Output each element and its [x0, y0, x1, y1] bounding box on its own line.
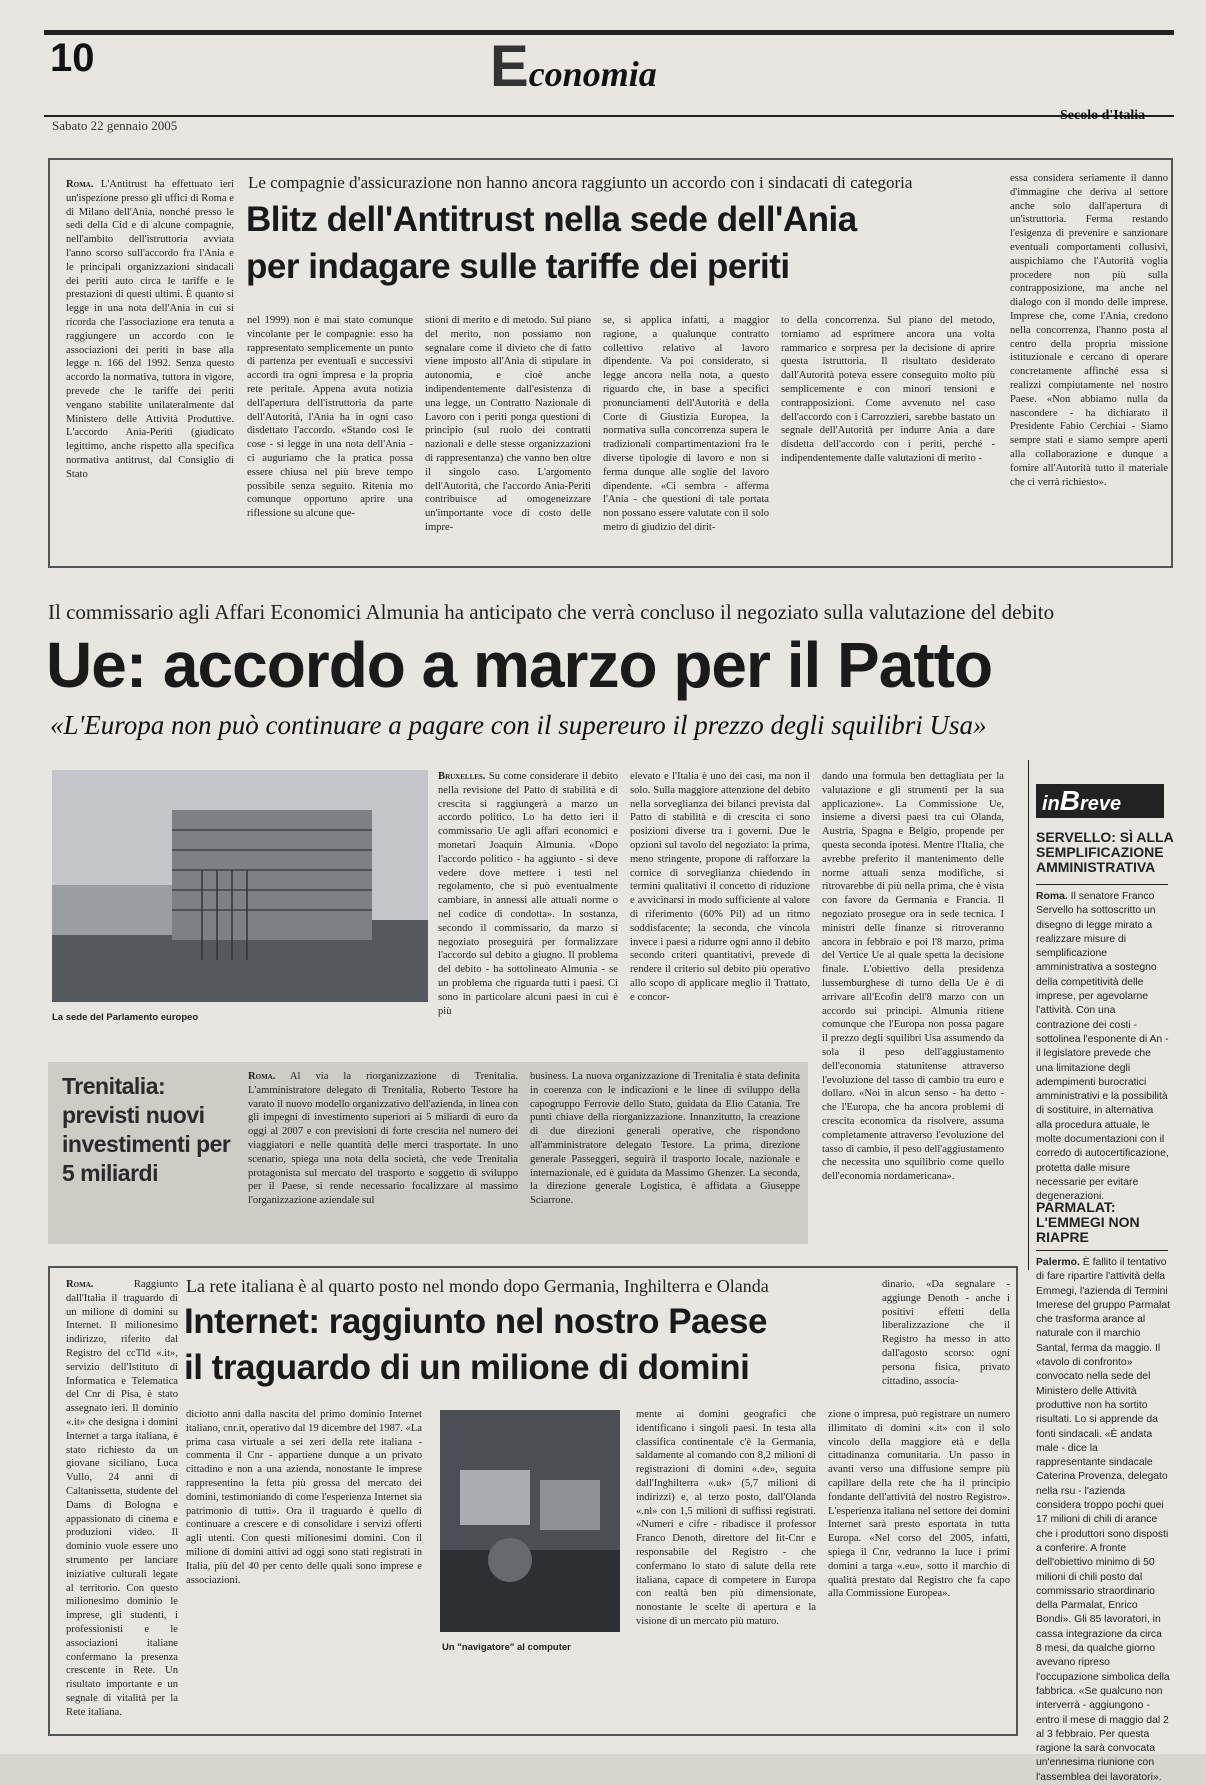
inbreve-item-2-text: Palermo. È fallito il tentativo di fare ripartire l'attività della Emmegi, l'azienda di Termini Imerese del gruppo Parmalat che trasforma arance al naturale con il marchio Santal, ferma da maggio. Il «tavolo di confronto» convocato nella sede del Ministero delle Attività produttive non ha sortito risultati. Lo si apprende da fonti sindacali. «È andata male - dice la rappresentante sindacale Caterina Provenza, delegato nella rsu - l'azienda considera troppo pochi quei 17 milioni di chili di arance che i produttori sono disposti a conferire. A fronte dell'obiettivo minimo di 50 milioni di chili posto dal commissario straordinario della Parmalat, Enrico Bondi». Gli 85 lavoratori, in cassa integrazione da circa 8 mesi, da qualche giorno avevano ripreso l'occupazione simbolica della fabbrica. «Se qualcuno non interverrà - aggiungono - entro il mese di maggio dal 2 al 3 febbraio. Per questa ragione la sarà convocata un'ennesima riunione con l'assemblea dei lavoratori». [1036, 1257, 1170, 1783]
section-rest: conomia [528, 54, 657, 94]
header-top-rule [44, 30, 1174, 35]
section-title [490, 34, 657, 102]
antitrust-headline-2: per indagare sulle tariffe dei periti [246, 247, 790, 286]
inbreve-item-2-rule [1036, 1250, 1168, 1251]
inbreve-divider [1028, 760, 1029, 1270]
internet-col-4: dinario. «Da segnalare - aggiunge Denoth - anche i positivi effetti della liberalizzazione che il Registro ha messo in atto dall'agosto scorso: ogni persona fisica, privato cittadino, associa- [882, 1279, 1010, 1387]
internet-intro: Roma. Raggiunto dall'Italia il traguardo di un milione di domini su Internet. Il milionesimo indirizzo, riferito dal Registro del ccTld «.it», servizio dell'Istituto di Informatica e Telematica del Cnr di Pisa, è stato assegnato ieri. Il dominio «.it» che designa i domini Internet a targa italiana, è stato richiesto da un giovane siciliano, Luca Vullo, 24 anni di Caltanissetta, studente del Dams di Bologna e appassionato di cinema e produzioni video. Il dominio vuole essere uno strumento per lanciare iniziative culturali legate al territorio. Con questo milionesimo dominio le imprese, gli studenti, i professionisti e le associazioni italiane confermano la presenza crescente in Rete. Un risultato importante e un segnale di vitalità per la Rete italiana. [66, 1279, 178, 1718]
parliament-building-illustration [52, 770, 428, 1002]
antitrust-headline-1: Blitz dell'Antitrust nella sede dell'Ania [246, 200, 857, 239]
inbreve-item-1-text: Roma. Il senatore Franco Servello ha sottoscritto un disegno di legge mirato a realizzare misure di semplificazione amministrativa a sostegno della competitività delle imprese, per agevolarne l'attività. Con una contrazione dei costi - sottolinea l'esponente di An - il legislatore prevede che una limitazione degli adempimenti burocratici amministrativi e la possibilità di sostituire, in alternativa alla procedura attuale, le molte documentazioni con il corredo di autocertificazione, protetta dalle misure necessarie per evitare degenerazioni. [1036, 891, 1169, 1203]
inbreve-item-1-rule [1036, 884, 1168, 885]
issue-date: Sabato 22 gennaio 2005 [52, 118, 178, 133]
page-number: 10 [50, 36, 95, 80]
section-initial: E [490, 34, 529, 99]
antitrust-col-3: se, si applica infatti, a maggior ragione, a qualunque contratto collettivo relativo al lavoro dipendente. Va poi considerato, si legge ancora nella nota, a questo riguardo che, in base a specifici pronunciamenti dell'Autorità e della Corte di Giustizia Europea, la normativa sulla concorrenza supera le tradizionali compartimentazioni fra le diverse tipologie di lavoro e non si ferma dunque alle soglie del lavoro dipendente. «Ci sembra - afferma l'Ania - che questioni di tale portata non possano essere valutate con il solo metro di giudizio del dirit- [603, 315, 769, 533]
computer-user-illustration [440, 1410, 620, 1632]
internet-headline-2: il traguardo di un milione di domini [184, 1348, 750, 1387]
internet-col-2: mente ai domini geografici che identificano i singoli paesi. In testa alla classifica continentale c'è la Germania, saldamente al comando con 8,2 milioni di registrazioni di domini «.de», seguita dall'Inghilterra «.uk» (5,7 milioni di indirizzi) e, al terzo posto, dall'Olanda «.nl» con 1,5 milioni di suffissi registrati. «Numeri e cifre - ribadisce il professor Franco Denoth, direttore del Iit-Cnr e responsabile del Registro - che confermano lo stato di salute della rete italiana, capace di competere in Europa con realtà ben più dimensionate, nonostante le scelte di apertura e la visione di un mercato più maturo. [636, 1409, 816, 1627]
antitrust-intro: Roma. L'Antitrust ha effettuato ieri un'ispezione presso gli uffici di Roma e di Milano dell'Ania, nonché presso le sedi della Cid e di alcune compagnie, nell'ambito dell'istruttoria avviata l'anno scorso sull'accordo fra l'Ania e le principali organizzazioni sindacali dei periti auto circa le tariffe e le prestazioni di questi ultimi. È quanto si legge in una nota dell'Ania in cui si ricorda che l'associazione era tenuta a raggiungere un accordo con le associazioni dei periti in base alla legge n. 166 del 1992. Senza questo accordo la normativa, tuttora in vigore, prevede che le tariffe dei periti vengano stabilite unilateralmente dal Ministero delle Attività Produttive. L'accordo Ania-Periti (giudicato legittimo, anche rispetto alla specifica normativa antitrust, dal Consiglio di Stato [66, 179, 234, 480]
parliament-photo-caption: La sede del Parlamento europeo [52, 1012, 199, 1023]
patto-col-1: Bruxelles. Su come considerare il debito nella revisione del Patto di stabilità e di crescita si raggiungerà a marzo un accordo politico. Lo ha detto ieri il commissario Ue agli affari economici e monetari Joaquin Almunia. «Dopo l'accordo politico - ha aggiunto - si deve vedere dove mettere i testi nel regolamento, che si può eventualmente cambiare, in annessi alle attuali norme o nel codice di condotta». In sostanza, secondo il commissario, da marzo si negoziato proseguirà per formalizzare l'accordo sul debito a giugno. Il problema del debito - ha sottolineato Almunia - se un problema che riguarda tutti i paesi. Ci sono in particolare alcuni paesi in cui è più [438, 771, 618, 1017]
trenitalia-col-2: business. La nuova organizzazione di Trenitalia è stata definita in coerenza con le indicazioni e le linee di sviluppo della capogruppo Ferrovie dello Stato, guidata da Elio Catania. Tre punti chiave della riorganizzazione. Innanzitutto, la creazione di due direzioni generali operative, che rispondono all'amministratore delegato Testore. La prima, direzione generale Passeggeri, seguirà il trasporto locale, nazionale e internazionale, ed è guidata da Massimo Ghenzer. La seconda, la direzione generale Logistica, è affidata a Giuseppe Sciarrone. [530, 1071, 800, 1207]
trenitalia-headline: Trenitalia: previsti nuovi investimenti per 5 miliardi [62, 1073, 231, 1186]
inbreve-item-1-headline: SERVELLO: SÌ ALLA SEMPLIFICAZIONE AMMINISTRATIVA [1036, 829, 1174, 875]
antitrust-col-2: stioni di merito e di metodo. Sul piano del merito, non possiamo non segnalare come il divieto che di fatto viene imposto all'Ania di stipulare in autonomia, e cioè anche indipendentemente dall'esistenza di una legge, un Contratto Nazionale di Lavoro con i periti ponga questioni di principio (sul ruolo dei contratti nazionali e delle stesse organizzazioni di rappresentanza) che vanno ben oltre il singolo caso. L'argomento dell'Autorità, che l'accordo Ania-Periti contribuisce ad omogeneizzare un'importante voce di costo delle impre- [425, 315, 591, 533]
antitrust-kicker: Le compagnie d'assicurazione non hanno ancora raggiunto un accordo con i sindacati di categoria [248, 173, 913, 192]
internet-headline-1: Internet: raggiunto nel nostro Paese [184, 1302, 767, 1341]
inbreve-label: inBreve [1036, 784, 1164, 818]
patto-headline: Ue: accordo a marzo per il Patto [46, 629, 993, 701]
patto-subhead: «L'Europa non può continuare a pagare con il supereuro il prezzo degli squilibri Usa» [50, 710, 987, 740]
antitrust-col-1: nel 1999) non è mai stato comunque vincolante per le compagnie: esso ha rappresentato semplicemente un punto di partenza per eventuali e successivi accordi tra ogni impresa e la propria rete peritale. Appena avuta notizia dell'apertura dell'istruttoria da parte dell'Autorità, l'Ania ha in ogni caso disdettato l'accordo. «Stando così le cose - si legge in una nota dell'Ania - ci auguriamo che la pratica possa essere chiusa nel più breve tempo possibile senza seguito. Ritenia mo comunque opportuno aprire una riflessione su alcune que- [247, 315, 413, 520]
internet-col-3: zione o impresa, può registrare un numero illimitato di domini «.it» con il solo vincolo della maggiore età e della cittadinanza comunitaria. Un passo in avanti verso una diffusione sempre più capillare della rete che ha il principio fondante dell'attività del nostro Registro». L'esperienza italiana nel settore dei domini Internet sarà presto esportata in tutta Europa. «Nel corso del 2005, infatti, spiega il Cnr, vedranno la luce i primi domini a targa «.eu», sotto il marchio di qualità prestato dal Registro che fa capo alla Commissione Europea». [828, 1409, 1010, 1600]
header-bottom-rule [44, 115, 1174, 117]
trenitalia-col-1: Roma. Al via la riorganizzazione di Trenitalia. L'amministratore delegato di Trenitalia, Roberto Testore ha varato il nuovo modello organizzativo dell'azienda, in linea con gli impegni di investimento superiori ai 5 miliardi di euro da oggi al 2007 e con previsioni di forte crescita nel numero dei viaggiatori e nelle quantità delle merci trasportate. In uno scenario, spiega una nota della società, che vede Trenitalia protagonista sul mercato del trasporto e soggetto di sviluppo per il Paese, si rende necessario focalizzare al massimo l'organizzazione aziendale sul [248, 1071, 518, 1207]
computer-photo [440, 1410, 620, 1632]
inbreve-item-2-headline: PARMALAT: L'EMMEGI NON RIAPRE [1036, 1199, 1140, 1245]
parliament-photo [52, 770, 428, 1002]
internet-col-1: diciotto anni dalla nascita del primo dominio Internet italiano, cnr.it, operativo dal 19 dicembre del 1987. «La prima casa virtuale a sei zeri della rete italiana - commenta il Cnr - appartiene dunque a un privato cittadino e non a una azienda, nonostante le imprese rappresentino la fetta più grossa del mercato dei domini, testimoniando di come l'esperienza Internet sia patrimonio di tutti». Ora il traguardo è quello di continuare a crescere e di consolidare i servizi offerti agli utenti. Con questi milionesimi domini. Con il milione di domini attivi ad oggi sono stati registrati in Italia, più del 40 per cento delle quali sono imprese e associazioni. [186, 1409, 422, 1586]
internet-kicker: La rete italiana è al quarto posto nel mondo dopo Germania, Inghilterra e Olanda [186, 1276, 769, 1296]
patto-col-2: elevato e l'Italia è uno dei casi, ma non il solo. Sulla maggiore attenzione del debito nella sorveglianza dei bilanci prevista dal Patto di stabilità e di crescita ci sono posizioni diverse tra i governi. Due le opzioni sul tavolo del negoziato: la prima, meno stringente, propone di rafforzare la cornice di sorveglianza chiedendo in termini qualitativi il concetto di riduzione e avvicinarsi in modo sufficiente al valore di riferimento (60% Pil) ad un ritmo soddisfacente; la seconda, che vincola invece i paesi a ridurre ogni anno il debito secondo criteri quantitativi, prevede di rendere il criterio sul debito più operativo allo scopo di applicare meglio il Trattato, e concor- [630, 771, 810, 1003]
computer-photo-caption: Un "navigatore" al computer [442, 1642, 571, 1653]
masthead-name: Secolo d'Italia [1060, 108, 1146, 123]
patto-kicker: Il commissario agli Affari Economici Almunia ha anticipato che verrà concluso il negoziato sulla valutazione del debito [48, 600, 1055, 624]
antitrust-col-5: essa considera seriamente il danno d'immagine che deriva al settore anche solo dall'apertura di un'istruttoria. Ferma restando l'esigenza di prevenire e sanzionare eventuali comportamenti collusivi, auspichiamo che l'Autorità voglia procedere non più sulla contrapposizione, ma anche nel dialogo con il mondo delle imprese. Imprese che, come l'Ania, credono nella concorrenza, l'hanno posta al centro della propria missione istituzionale e cercano di operare concretamente affinché essa si realizzi compiutamente nel nostro Paese. «Non abbiamo nulla da nascondere - ha dichiarato il Presidente Fabio Cerchiai - Siamo sempre stati e siamo sempre aperti alla collaborazione e dunque a fornire all'Autorità tutto il materiale che ci verrà richiesto». [1010, 173, 1168, 488]
antitrust-col-4: to della concorrenza. Sul piano del metodo, torniamo ad esprimere ancora una volta rammarico e sorpresa per la decisione di aprire questa istruttoria. Il risultato desiderato dall'Autorità poteva essere conseguito molto più semplicemente e con minori tensioni e contrapposizioni. Come avvenuto nel caso dell'accordo con i Carrozzieri, sarebbe bastato un segnale dell'Autorità per indurre Ania a dare disdetta dell'accordo con i periti, perché - indipendentemente dalle valutazioni di merito - [781, 315, 995, 464]
patto-col-3: dando una formula ben dettagliata per la valutazione e gli strumenti per la sua applicazione». La Commissione Ue, insieme a diversi paesi tra cui Olanda, Austria, Spagna e Belgio, propende per questa seconda ipotesi. Mentre l'Italia, che avrebbe preferito il mantenimento delle norme attuali senza modifiche, si ritrovarebbe di più nella prima, che è vista con favore da Germania e Francia. Il negoziato prosegue ora in sede tecnica. I ministri delle finanze si ritroveranno ancora in febbraio e poi l'8 marzo, prima del Vertice Ue al quale spetta la decisione finale. L'obiettivo della presidenza lussemburghese di turno della Ue è di arrivare all'Ecofin dell'8 marzo con un accordo sui principi. Almunia ritiene comunque che l'Europa non possa pagare il prezzo degli squilibri Usa assumendo da sola il peso dell'aggiustamento dell'economia statunitense attraverso l'evoluzione del tasso di cambio tra euro e dollaro. «Noi in alcun senso - ha detto - che l'Europa, che ha ancora problemi di crescita economica da risolvere, assuma completamente attraverso l'evoluzione del tasso di cambio, il peso dell'aggiustamento che necessita uno squilibrio come quello dell'economia nordamericana». [822, 771, 1004, 1183]
